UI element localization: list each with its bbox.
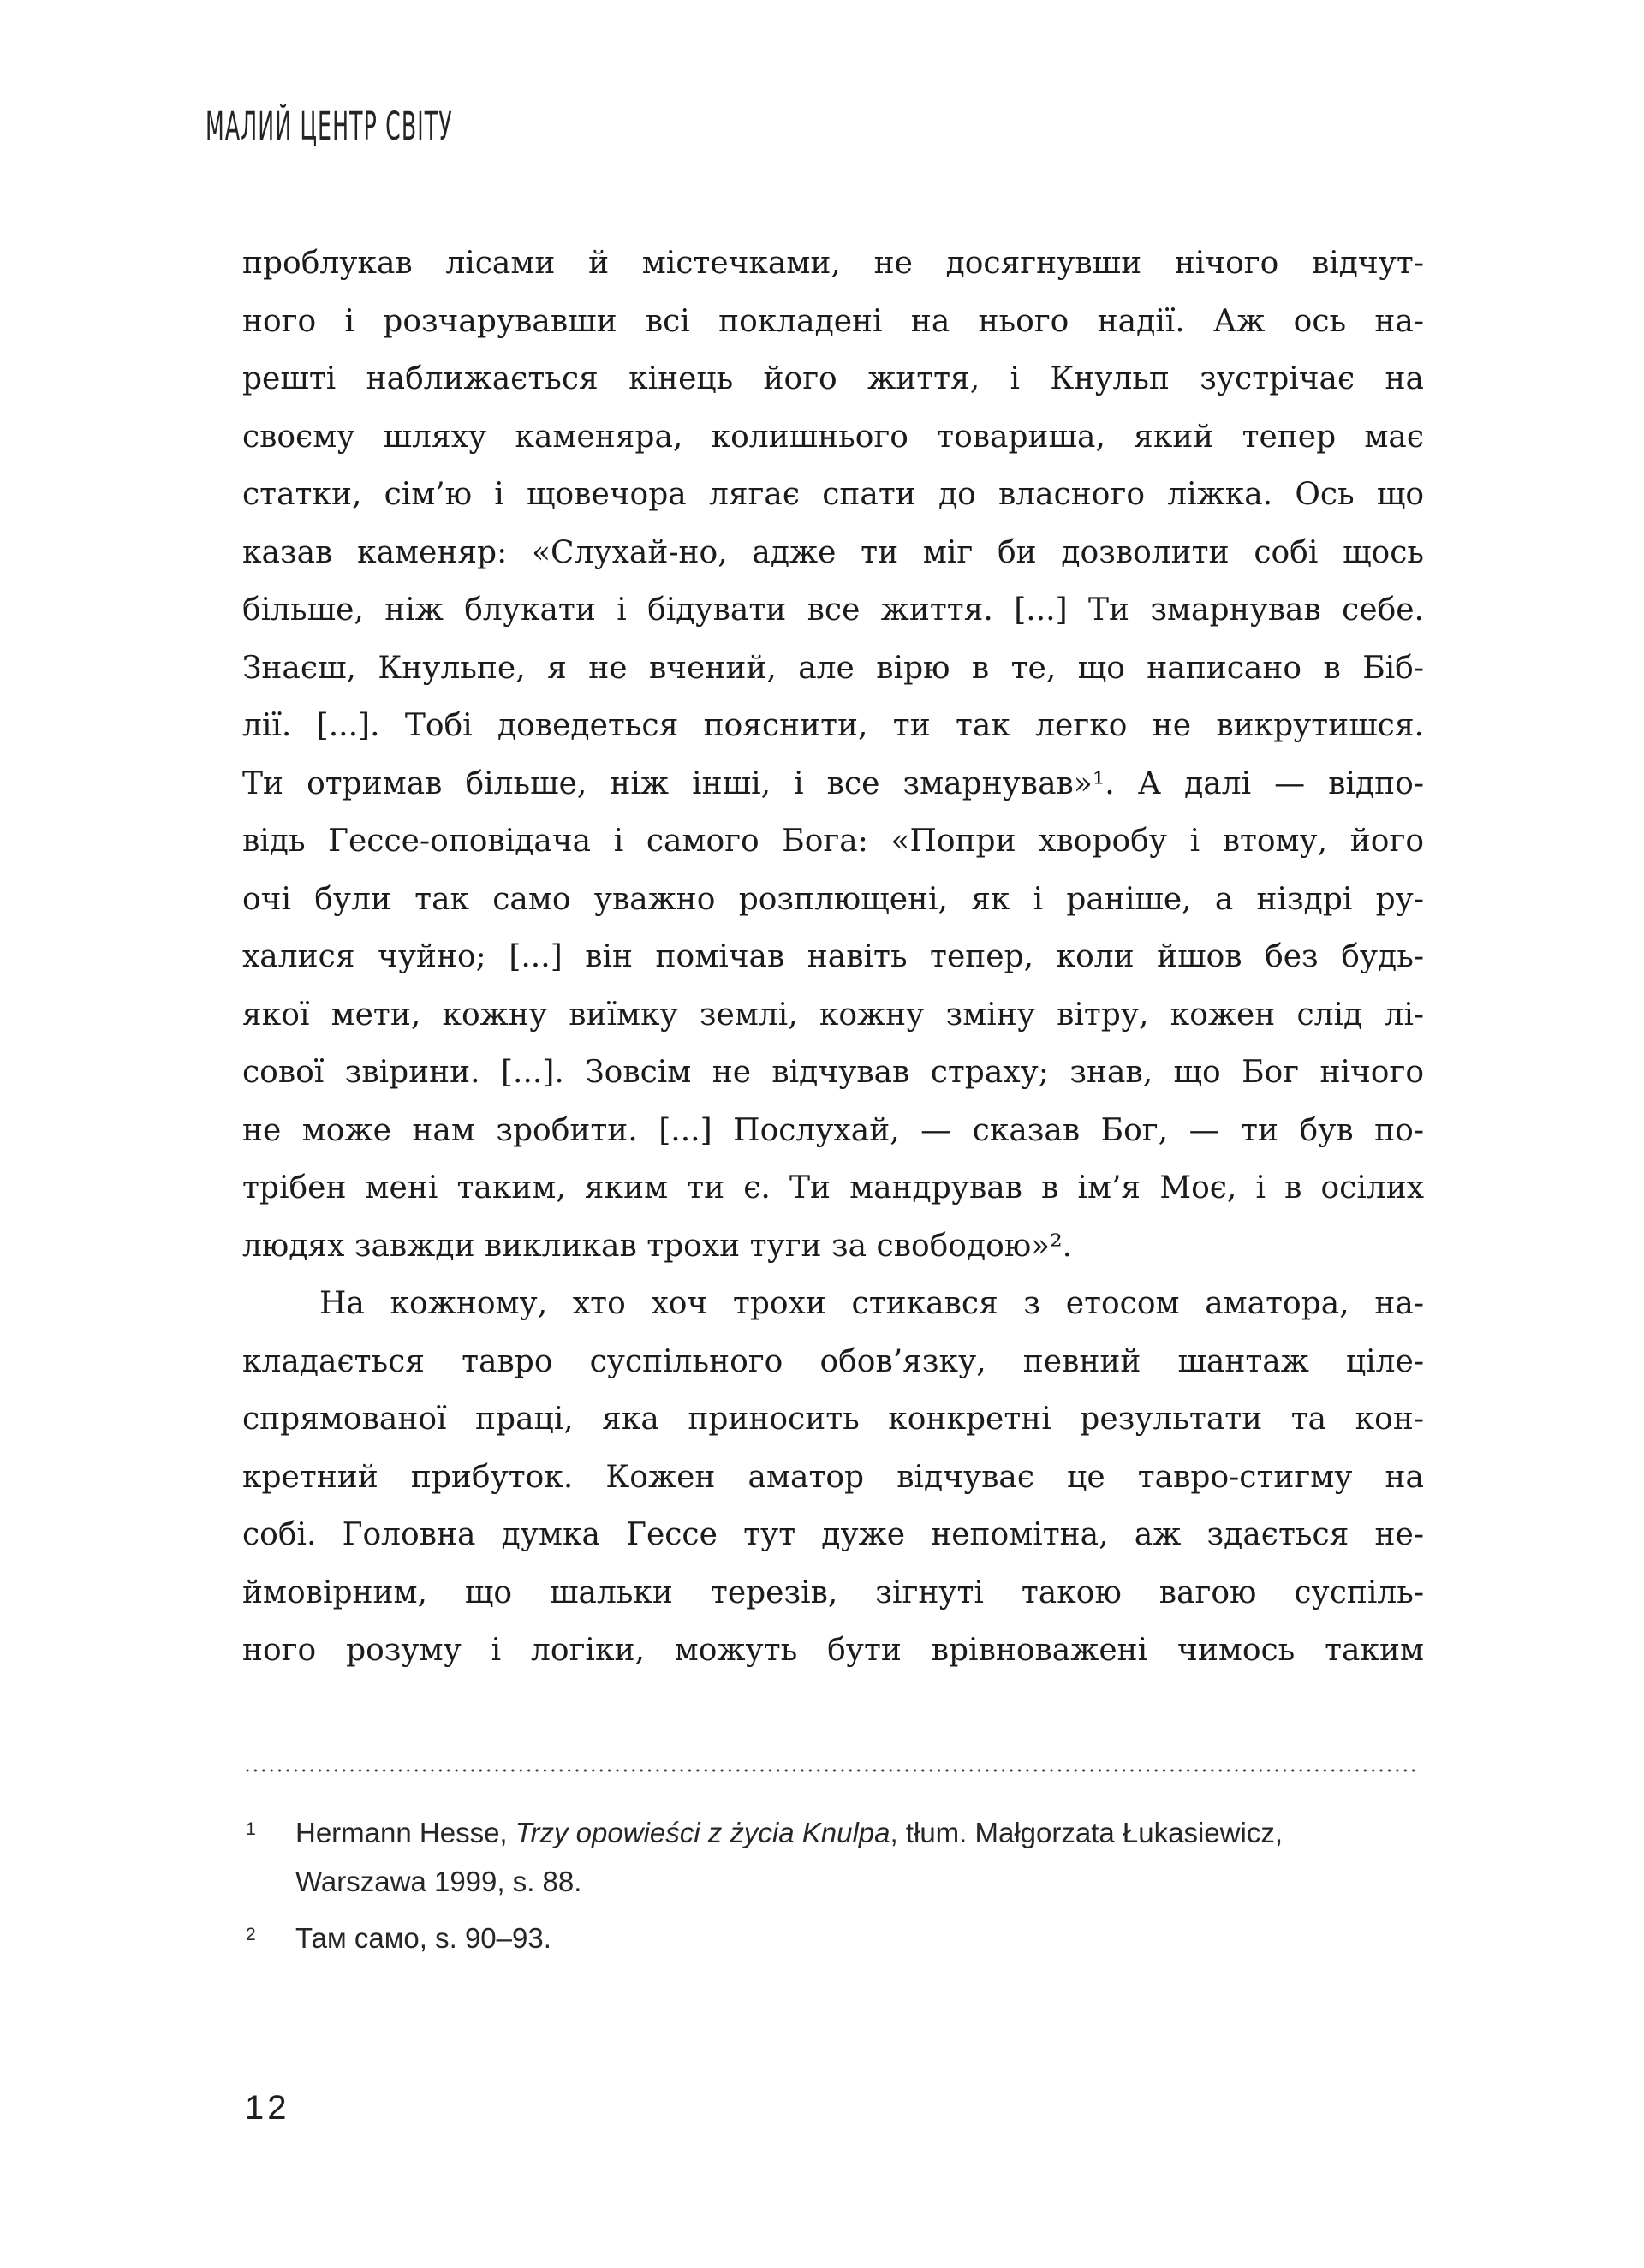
footnote-text: Там само, s. 90–93.: [295, 1922, 551, 1954]
body-line: собі. Головна думка Гессе тут дуже непомітна, аж здається не-: [242, 1517, 1424, 1552]
body-line: На кожному, хто хоч трохи стикався з етосом аматора, на-: [319, 1286, 1424, 1321]
body-line: очі були так само уважно розплющені, як і раніше, а ніздрі ру-: [242, 881, 1424, 917]
footnote-text: , tłum. Małgorzata Łukasiewicz,: [890, 1817, 1283, 1848]
body-line: решті наближається кінець його життя, і Кнульп зустрічає на: [242, 361, 1424, 396]
body-line: Ти отримав більше, ніж інші, і все змарнував»¹. А далі — відпо-: [242, 765, 1424, 801]
body-line: ймовірним, що шальки терезів, зігнуті такою вагою суспіль-: [242, 1575, 1424, 1610]
body-line: не може нам зробити. [...] Послухай, — сказав Бог, — ти був по-: [242, 1112, 1424, 1148]
body-line: статки, сім’ю і щовечора лягає спати до власного ліжка. Ось що: [242, 477, 1424, 512]
footnote-line: [295, 1857, 1428, 1906]
footnote-marker: 1: [246, 1819, 256, 1839]
footnote-text: Warszawa 1999, s. 88.: [295, 1866, 582, 1897]
footnote-title-italic: Trzy opowieści z życia Knulpa: [515, 1817, 890, 1848]
body-line: більше, ніж блукати і бідувати все життя. [...] Ти змарнував себе.: [242, 592, 1424, 628]
body-line: відь Гессе-оповідача і самого Бога: «Попри хворобу і втому, його: [242, 824, 1424, 859]
footnote-line: [295, 1808, 1428, 1857]
page-number: 12: [245, 2089, 290, 2127]
body-line: лії. [...]. Тобі доведеться пояснити, ти так легко не викрутишся.: [242, 708, 1424, 743]
body-line: Знаєш, Кнульпе, я не вчений, але вірю в те, що написано в Біб-: [242, 650, 1424, 686]
body-text: [242, 235, 1424, 1680]
body-line: якої мети, кожну виїмку землі, кожну зміну вітру, кожен слід лі-: [242, 997, 1424, 1033]
body-line: халися чуйно; [...] він помічав навіть тепер, коли йшов без будь-: [242, 939, 1424, 974]
body-line: проблукав лісами й містечками, не досягнувши нічого відчут-: [242, 246, 1424, 281]
footnotes: [242, 1808, 1428, 1970]
footnote-line: [295, 1914, 1428, 1962]
body-line: своєму шляху каменяра, колишнього товариша, який тепер має: [242, 419, 1424, 455]
body-line: кретний прибуток. Кожен аматор відчуває це тавро-стигму на: [242, 1459, 1424, 1495]
footnote-separator: [246, 1769, 1419, 1772]
body-line: людях завжди викликав трохи туги за свободою»².: [242, 1228, 1073, 1264]
body-line: кладається тавро суспільного обов’язку, певний шантаж ціле-: [242, 1343, 1424, 1379]
body-line: ного і розчарувавши всі покладені на нього надії. Аж ось на-: [242, 303, 1424, 339]
footnote: [242, 1914, 1428, 1962]
body-line: спрямованої праці, яка приносить конкретні результати та кон-: [242, 1402, 1424, 1437]
body-line: сової звірини. [...]. Зовсім не відчував страху; знав, що Бог нічого: [242, 1055, 1424, 1090]
running-head: МАЛИЙ ЦЕНТР СВІТУ: [206, 104, 453, 149]
body-line: казав каменяр: «Слухай-но, адже ти міг би дозволити собі щось: [242, 534, 1424, 570]
footnote-marker: 2: [246, 1925, 256, 1944]
body-line: ного розуму і логіки, можуть бути врівноважені чимось таким: [242, 1633, 1424, 1668]
footnote-text: Hermann Hesse,: [295, 1817, 515, 1848]
body-line: трібен мені таким, яким ти є. Ти мандрував в ім’я Моє, і в осілих: [242, 1170, 1424, 1205]
footnote: [242, 1808, 1428, 1906]
